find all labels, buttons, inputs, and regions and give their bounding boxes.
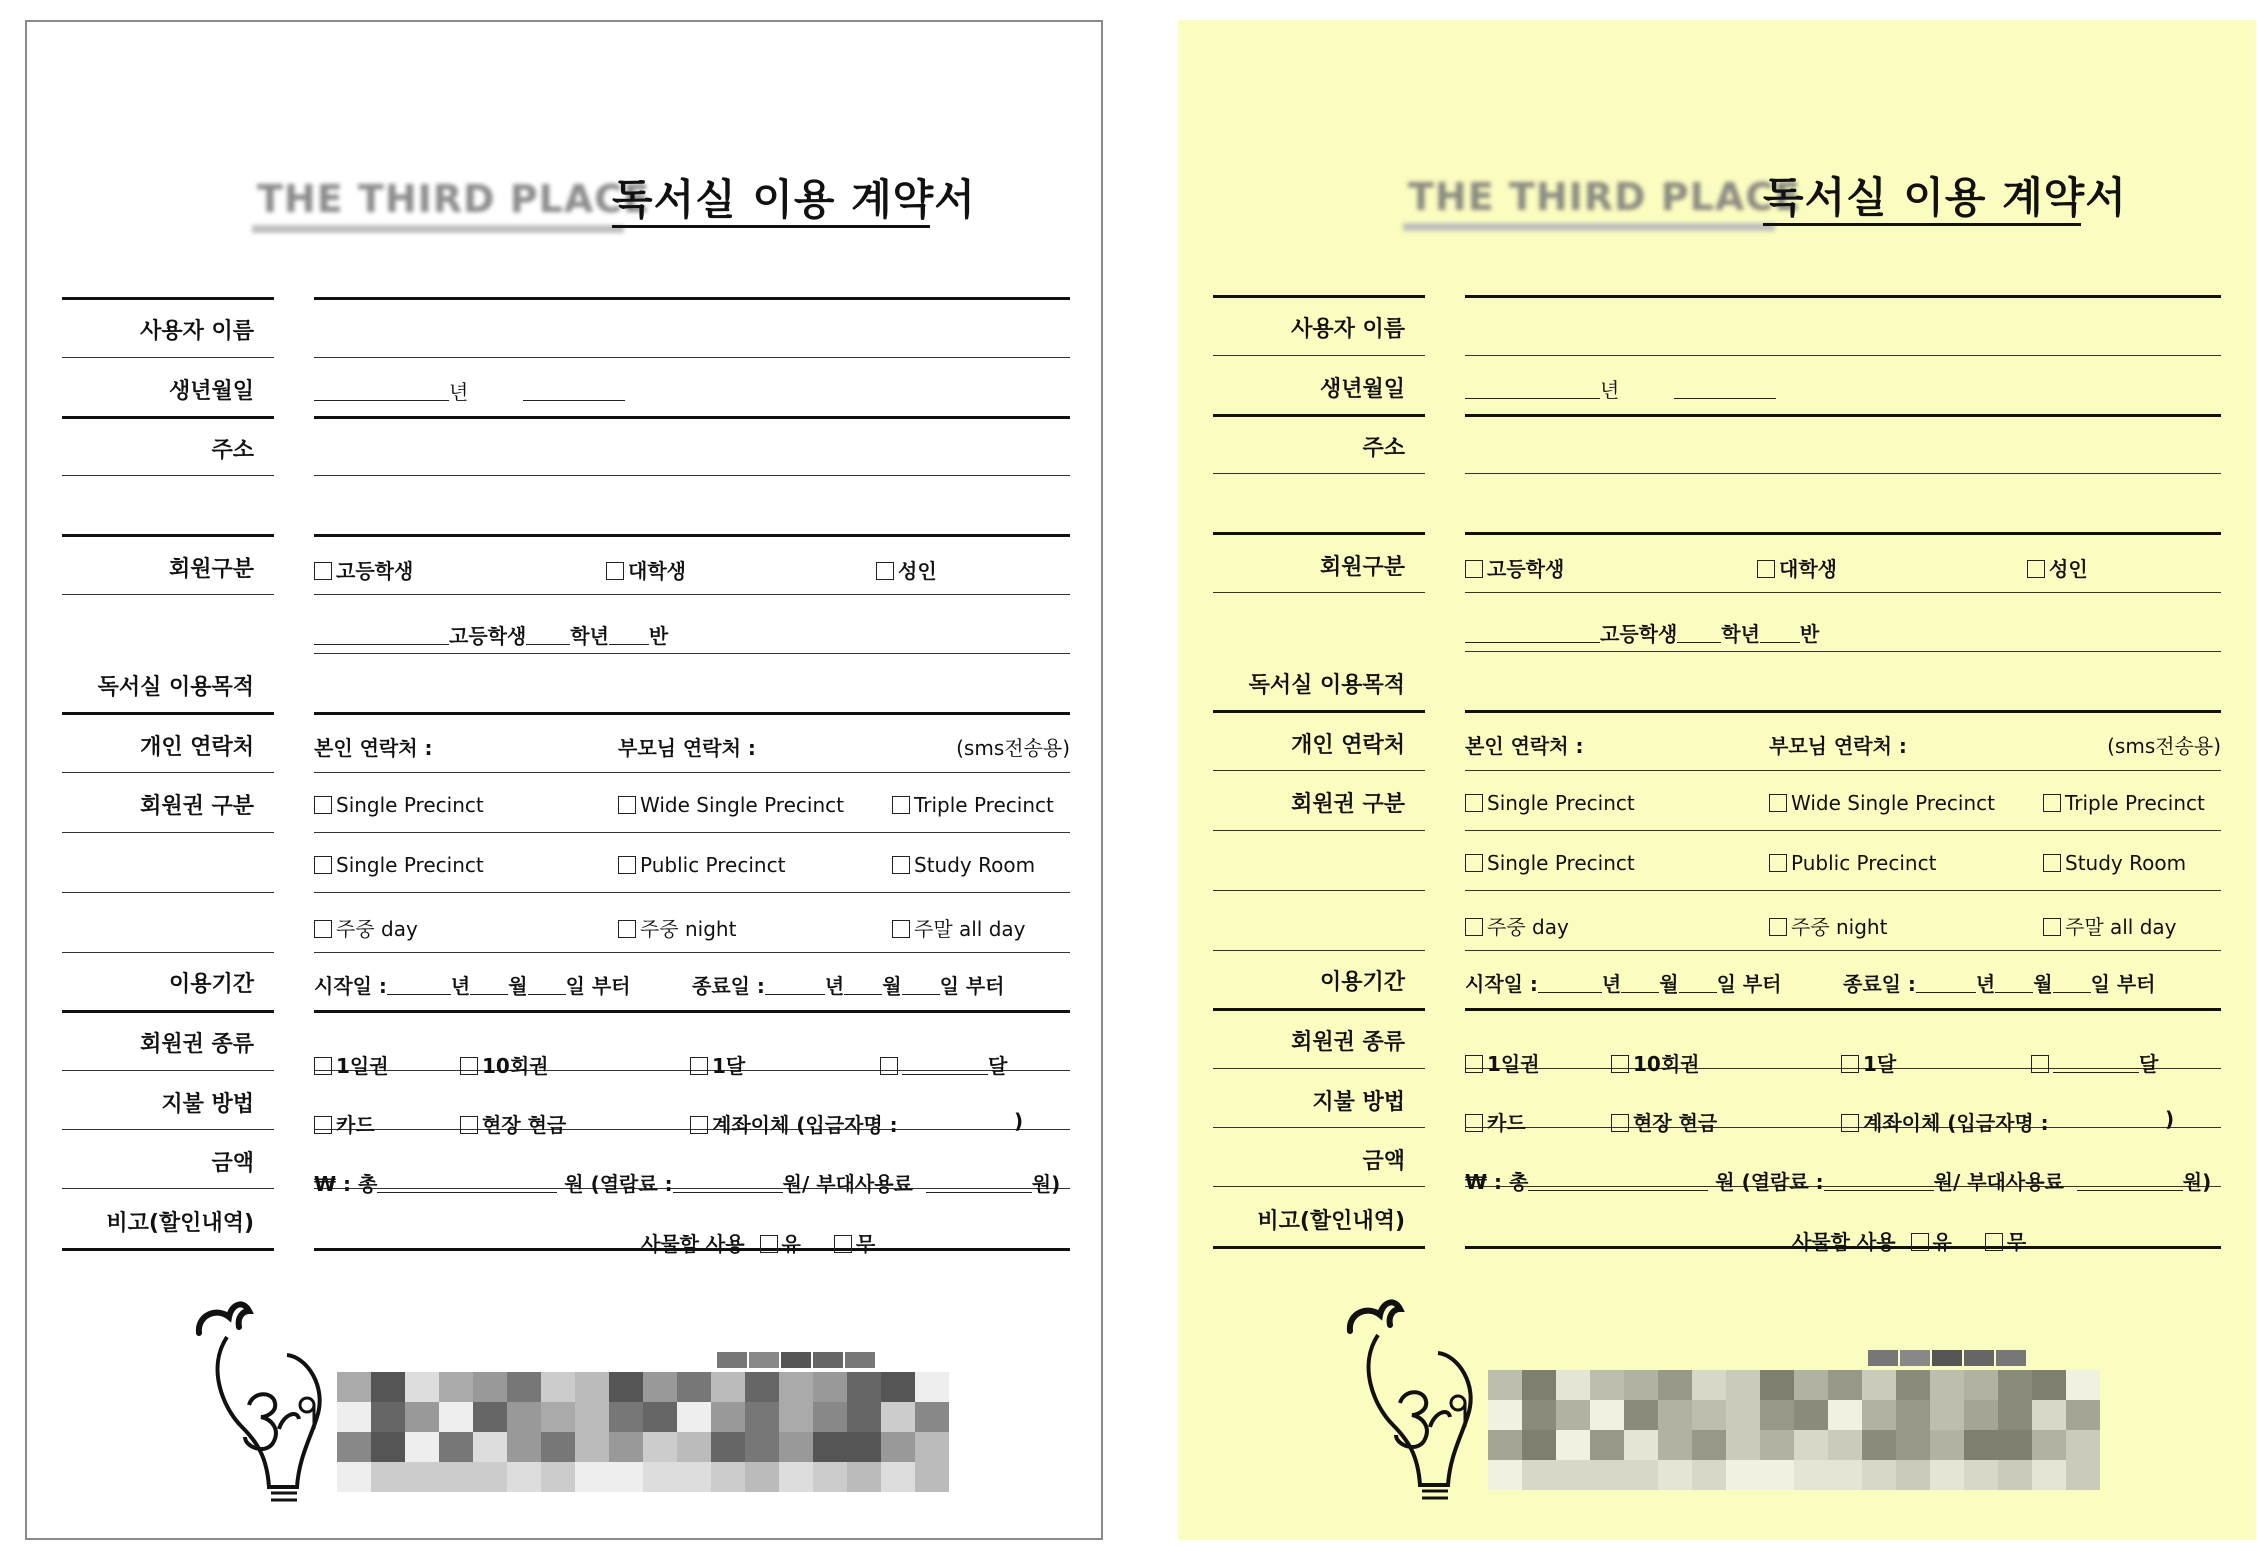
pass-option[interactable]: 주말 all day bbox=[2043, 911, 2177, 940]
checkbox[interactable] bbox=[892, 856, 910, 874]
locker-row[interactable]: 사물함 사용 유 무 bbox=[641, 1232, 876, 1256]
mosaic-cell bbox=[2032, 1370, 2066, 1400]
checkbox[interactable] bbox=[1465, 854, 1483, 872]
label-pass-type: 회원권 구분 bbox=[140, 794, 254, 819]
school-line[interactable]: 고등학생 학년 반 bbox=[314, 620, 668, 649]
mosaic-cell bbox=[1964, 1350, 1994, 1366]
pay-option-transfer[interactable]: 계좌이체 (입금자명 : bbox=[1841, 1107, 2049, 1136]
mosaic-cell bbox=[847, 1372, 881, 1402]
mosaic-cell bbox=[1964, 1460, 1998, 1490]
mosaic-cell bbox=[1590, 1430, 1624, 1460]
checkbox[interactable] bbox=[1769, 794, 1787, 812]
mosaic-cell bbox=[1896, 1430, 1930, 1460]
pass-option[interactable]: Triple Precinct bbox=[892, 793, 1054, 817]
kind-option[interactable]: 1달 bbox=[1841, 1048, 1896, 1077]
mosaic-cell bbox=[371, 1462, 405, 1492]
mosaic-cell bbox=[1930, 1460, 1964, 1490]
pass-option[interactable]: 주중 day bbox=[314, 913, 418, 942]
mosaic-cell bbox=[1794, 1460, 1828, 1490]
mosaic-cell bbox=[609, 1432, 643, 1462]
checkbox[interactable] bbox=[2031, 1055, 2049, 1073]
mosaic-cell bbox=[1828, 1430, 1862, 1460]
label-amount: 금액 bbox=[1362, 1149, 1405, 1174]
document-title: 독서실 이용 계약서 bbox=[1763, 173, 2127, 222]
contact-parent[interactable]: 부모님 연락처 : bbox=[618, 736, 756, 760]
mosaic-cell bbox=[1828, 1400, 1862, 1430]
checkbox[interactable] bbox=[892, 796, 910, 814]
period-end[interactable]: 종료일 : 년 월 일 부터 bbox=[692, 974, 1005, 998]
label-period: 이용기간 bbox=[1319, 970, 1405, 995]
mosaic-cell bbox=[1998, 1400, 2032, 1430]
birth-line[interactable]: 년 bbox=[314, 376, 625, 405]
checkbox[interactable] bbox=[1465, 560, 1483, 578]
contract-sheet-yellow bbox=[1178, 20, 2256, 1540]
mosaic-cell bbox=[779, 1402, 813, 1432]
pass-option[interactable]: Triple Precinct bbox=[2043, 791, 2205, 815]
mosaic-cell bbox=[813, 1462, 847, 1492]
label-address: 주소 bbox=[1362, 436, 1405, 461]
document-header bbox=[227, 147, 976, 237]
mosaic-cell bbox=[2032, 1400, 2066, 1430]
mosaic-cell bbox=[1996, 1350, 2026, 1366]
mosaic-cell bbox=[677, 1462, 711, 1492]
checkbox[interactable] bbox=[314, 920, 332, 938]
mosaic-cell bbox=[1930, 1400, 1964, 1430]
label-birth: 생년월일 bbox=[1319, 377, 1405, 402]
mosaic-cell bbox=[745, 1402, 779, 1432]
checkbox[interactable] bbox=[1769, 918, 1787, 936]
mosaic-cell bbox=[1760, 1400, 1794, 1430]
checkbox[interactable] bbox=[2043, 854, 2061, 872]
mosaic-cell bbox=[813, 1432, 847, 1462]
period-end[interactable]: 종료일 : 년 월 일 부터 bbox=[1843, 972, 2156, 996]
mosaic-cell bbox=[439, 1402, 473, 1432]
kind-option-custom[interactable]: 달 bbox=[880, 1050, 1007, 1079]
mosaic-cell bbox=[1760, 1370, 1794, 1400]
mosaic-cell bbox=[439, 1432, 473, 1462]
school-line[interactable]: 고등학생 학년 반 bbox=[1465, 618, 1819, 647]
mosaic-cell bbox=[643, 1432, 677, 1462]
mosaic-cell bbox=[915, 1462, 949, 1492]
amount-line[interactable]: ₩ : 총 원 (열람료 : 원/ 부대사용료 원) bbox=[1465, 1170, 2212, 1194]
mosaic-cell bbox=[711, 1432, 745, 1462]
mosaic-cell bbox=[575, 1432, 609, 1462]
pass-option[interactable]: Public Precinct bbox=[1769, 851, 1936, 875]
label-payment: 지불 방법 bbox=[1312, 1090, 1405, 1115]
checkbox[interactable] bbox=[314, 796, 332, 814]
mosaic-cell bbox=[745, 1432, 779, 1462]
mosaic-cell bbox=[677, 1372, 711, 1402]
kind-option-custom[interactable]: 달 bbox=[2031, 1048, 2158, 1077]
label-address: 주소 bbox=[211, 438, 254, 463]
mosaic-cell bbox=[337, 1372, 371, 1402]
mosaic-cell bbox=[473, 1372, 507, 1402]
checkbox[interactable] bbox=[1465, 918, 1483, 936]
label-name: 사용자 이름 bbox=[1291, 317, 1405, 342]
label-note: 비고(할인내역) bbox=[106, 1211, 254, 1236]
checkbox[interactable] bbox=[1611, 1114, 1629, 1132]
locker-row[interactable]: 사물함 사용 유 무 bbox=[1792, 1230, 2027, 1254]
mosaic-cell bbox=[405, 1432, 439, 1462]
checkbox[interactable] bbox=[876, 562, 894, 580]
checkbox[interactable] bbox=[1611, 1055, 1629, 1073]
mosaic-cell bbox=[677, 1432, 711, 1462]
mosaic-cell bbox=[439, 1372, 473, 1402]
pay-close-paren: ) bbox=[2165, 1107, 2175, 1131]
mosaic-cell bbox=[1556, 1370, 1590, 1400]
checkbox[interactable] bbox=[1841, 1055, 1859, 1073]
mosaic-cell bbox=[677, 1402, 711, 1432]
mosaic-cell bbox=[1590, 1460, 1624, 1490]
checkbox[interactable] bbox=[2043, 794, 2061, 812]
mosaic-cell bbox=[813, 1372, 847, 1402]
mosaic-cell bbox=[1896, 1370, 1930, 1400]
member-option-college[interactable]: 대학생 bbox=[606, 555, 686, 584]
document-header bbox=[1378, 145, 2127, 235]
brand-name-blurred: THE THIRD PLACE bbox=[257, 177, 651, 221]
kind-option[interactable]: 1일권 bbox=[1465, 1048, 1540, 1077]
mosaic-cell bbox=[915, 1432, 949, 1462]
label-member-type: 회원구분 bbox=[168, 557, 254, 582]
mosaic-cell bbox=[507, 1372, 541, 1402]
mosaic-cell bbox=[881, 1372, 915, 1402]
mosaic-cell bbox=[1624, 1400, 1658, 1430]
mosaic-cell bbox=[541, 1372, 575, 1402]
label-member-type: 회원구분 bbox=[1319, 555, 1405, 580]
member-option-highschool[interactable]: 고등학생 bbox=[1465, 553, 1564, 582]
checkbox-locker-yes[interactable] bbox=[760, 1235, 778, 1253]
mosaic-cell bbox=[779, 1372, 813, 1402]
pay-option-card[interactable]: 카드 bbox=[1465, 1107, 1526, 1136]
mosaic-cell bbox=[1998, 1460, 2032, 1490]
mosaic-cell bbox=[473, 1402, 507, 1432]
mosaic-cell bbox=[745, 1462, 779, 1492]
mosaic-cell bbox=[1658, 1370, 1692, 1400]
mosaic-cell bbox=[1658, 1430, 1692, 1460]
label-name: 사용자 이름 bbox=[140, 319, 254, 344]
checkbox[interactable] bbox=[314, 1057, 332, 1075]
label-amount: 금액 bbox=[211, 1151, 254, 1176]
mosaic-cell bbox=[1658, 1460, 1692, 1490]
mosaic-cell bbox=[609, 1462, 643, 1492]
label-pass-kind: 회원권 종류 bbox=[140, 1032, 254, 1057]
contact-self[interactable]: 본인 연락처 : bbox=[1465, 734, 1584, 758]
pass-option[interactable]: Single Precinct bbox=[314, 853, 484, 877]
member-option-college[interactable]: 대학생 bbox=[1757, 553, 1837, 582]
mosaic-cell bbox=[371, 1432, 405, 1462]
mosaic-cell bbox=[781, 1352, 811, 1368]
mosaic-cell bbox=[881, 1462, 915, 1492]
mosaic-cell bbox=[1868, 1350, 1898, 1366]
brand-underline bbox=[252, 225, 624, 233]
checkbox[interactable] bbox=[690, 1057, 708, 1075]
checkbox[interactable] bbox=[606, 562, 624, 580]
pass-option[interactable]: Study Room bbox=[2043, 851, 2186, 875]
mosaic-cell bbox=[643, 1462, 677, 1492]
mosaic-cell bbox=[1488, 1430, 1522, 1460]
mosaic-cell bbox=[1900, 1350, 1930, 1366]
mosaic-cell bbox=[745, 1372, 779, 1402]
checkbox[interactable] bbox=[314, 562, 332, 580]
mosaic-cell bbox=[337, 1432, 371, 1462]
mosaic-cell bbox=[1930, 1430, 1964, 1460]
checkbox[interactable] bbox=[690, 1116, 708, 1134]
mosaic-cell bbox=[2066, 1400, 2100, 1430]
label-purpose: 독서실 이용목적 bbox=[97, 675, 254, 700]
mosaic-cell bbox=[779, 1462, 813, 1492]
contact-self[interactable]: 본인 연락처 : bbox=[314, 736, 433, 760]
label-pass-kind: 회원권 종류 bbox=[1291, 1030, 1405, 1055]
mosaic-cell bbox=[1692, 1370, 1726, 1400]
mosaic-cell bbox=[915, 1372, 949, 1402]
mosaic-cell bbox=[371, 1402, 405, 1432]
mosaic-cell bbox=[1488, 1400, 1522, 1430]
label-period: 이용기간 bbox=[168, 972, 254, 997]
pay-option-transfer[interactable]: 계좌이체 (입금자명 : bbox=[690, 1109, 898, 1138]
mosaic-cell bbox=[1556, 1430, 1590, 1460]
mosaic-cell bbox=[337, 1402, 371, 1432]
pass-option[interactable]: Study Room bbox=[892, 853, 1035, 877]
period-start[interactable]: 시작일 : 년 월 일 부터 bbox=[314, 974, 631, 998]
mosaic-cell bbox=[1862, 1430, 1896, 1460]
third-place-logo-icon bbox=[1338, 1295, 1498, 1505]
label-contact: 개인 연락처 bbox=[1291, 733, 1405, 758]
mosaic-cell bbox=[1692, 1460, 1726, 1490]
mosaic-cell bbox=[1726, 1370, 1760, 1400]
mosaic-cell bbox=[2066, 1460, 2100, 1490]
mosaic-cell bbox=[575, 1372, 609, 1402]
mosaic-cell bbox=[1964, 1430, 1998, 1460]
mosaic-cell bbox=[2032, 1430, 2066, 1460]
checkbox-locker-no[interactable] bbox=[834, 1235, 852, 1253]
title-underline bbox=[612, 225, 930, 228]
pass-option[interactable]: Single Precinct bbox=[1465, 851, 1635, 875]
contact-parent[interactable]: 부모님 연락처 : bbox=[1769, 734, 1907, 758]
brand-name-blurred: THE THIRD PLACE bbox=[1408, 175, 1802, 219]
mosaic-cell bbox=[847, 1432, 881, 1462]
member-option-adult[interactable]: 성인 bbox=[2027, 553, 2088, 582]
member-option-highschool[interactable]: 고등학생 bbox=[314, 555, 413, 584]
kind-option[interactable]: 10회권 bbox=[1611, 1048, 1699, 1077]
mosaic-cell bbox=[1692, 1400, 1726, 1430]
mosaic-cell bbox=[2066, 1430, 2100, 1460]
mosaic-cell bbox=[1522, 1430, 1556, 1460]
mosaic-cell bbox=[1522, 1460, 1556, 1490]
pay-option-cash[interactable]: 현장 현금 bbox=[460, 1109, 566, 1138]
brand-logo-mosaic bbox=[1488, 1350, 2118, 1500]
mosaic-cell bbox=[1862, 1370, 1896, 1400]
label-payment: 지불 방법 bbox=[161, 1092, 254, 1117]
mosaic-cell bbox=[405, 1462, 439, 1492]
pass-option[interactable]: 주중 night bbox=[618, 913, 736, 942]
mosaic-cell bbox=[1828, 1370, 1862, 1400]
mosaic-cell bbox=[813, 1352, 843, 1368]
contract-sheet-white bbox=[25, 20, 1103, 1540]
kind-option[interactable]: 10회권 bbox=[460, 1050, 548, 1079]
mosaic-cell bbox=[405, 1402, 439, 1432]
mosaic-cell bbox=[845, 1352, 875, 1368]
mosaic-cell bbox=[1794, 1370, 1828, 1400]
mosaic-cell bbox=[2032, 1460, 2066, 1490]
label-birth: 생년월일 bbox=[168, 379, 254, 404]
third-place-logo-icon bbox=[187, 1297, 347, 1507]
mosaic-cell bbox=[1590, 1400, 1624, 1430]
brand-underline bbox=[1403, 223, 1775, 231]
checkbox[interactable] bbox=[618, 796, 636, 814]
mosaic-cell bbox=[541, 1462, 575, 1492]
mosaic-cell bbox=[1760, 1460, 1794, 1490]
title-underline bbox=[1763, 223, 2081, 226]
mosaic-cell bbox=[643, 1372, 677, 1402]
mosaic-cell bbox=[541, 1432, 575, 1462]
mosaic-cell bbox=[1726, 1460, 1760, 1490]
checkbox[interactable] bbox=[2043, 918, 2061, 936]
mosaic-cell bbox=[1522, 1370, 1556, 1400]
mosaic-cell bbox=[711, 1372, 745, 1402]
mosaic-cell bbox=[337, 1462, 371, 1492]
label-purpose: 독서실 이용목적 bbox=[1248, 673, 1405, 698]
mosaic-cell bbox=[1556, 1460, 1590, 1490]
checkbox[interactable] bbox=[460, 1057, 478, 1075]
checkbox[interactable] bbox=[1465, 1114, 1483, 1132]
mosaic-cell bbox=[1862, 1460, 1896, 1490]
mosaic-cell bbox=[1998, 1430, 2032, 1460]
mosaic-cell bbox=[1726, 1430, 1760, 1460]
mosaic-cell bbox=[779, 1432, 813, 1462]
mosaic-cell bbox=[1998, 1370, 2032, 1400]
mosaic-cell bbox=[1590, 1370, 1624, 1400]
mosaic-cell bbox=[915, 1402, 949, 1432]
kind-option[interactable]: 1일권 bbox=[314, 1050, 389, 1079]
mosaic-cell bbox=[1726, 1400, 1760, 1430]
mosaic-cell bbox=[1828, 1460, 1862, 1490]
mosaic-cell bbox=[507, 1402, 541, 1432]
birth-line[interactable]: 년 bbox=[1465, 374, 1776, 403]
checkbox-locker-no[interactable] bbox=[1985, 1233, 2003, 1251]
mosaic-cell bbox=[1794, 1430, 1828, 1460]
checkbox[interactable] bbox=[892, 920, 910, 938]
mosaic-cell bbox=[575, 1462, 609, 1492]
checkbox[interactable] bbox=[2027, 560, 2045, 578]
mosaic-cell bbox=[881, 1432, 915, 1462]
pass-option[interactable]: Single Precinct bbox=[314, 793, 484, 817]
checkbox[interactable] bbox=[618, 856, 636, 874]
pass-option[interactable]: Wide Single Precinct bbox=[1769, 791, 1995, 815]
mosaic-cell bbox=[1692, 1430, 1726, 1460]
contact-sms-note: (sms전송용) bbox=[2107, 734, 2221, 758]
pass-option[interactable]: Single Precinct bbox=[1465, 791, 1635, 815]
mosaic-cell bbox=[575, 1402, 609, 1432]
pay-option-cash[interactable]: 현장 현금 bbox=[1611, 1107, 1717, 1136]
pass-option[interactable]: 주말 all day bbox=[892, 913, 1026, 942]
mosaic-cell bbox=[507, 1462, 541, 1492]
pass-option[interactable]: 주중 night bbox=[1769, 911, 1887, 940]
mosaic-cell bbox=[881, 1402, 915, 1432]
mosaic-cell bbox=[439, 1462, 473, 1492]
mosaic-cell bbox=[1964, 1370, 1998, 1400]
member-option-adult[interactable]: 성인 bbox=[876, 555, 937, 584]
mosaic-cell bbox=[847, 1462, 881, 1492]
mosaic-cell bbox=[371, 1372, 405, 1402]
contact-sms-note: (sms전송용) bbox=[956, 736, 1070, 760]
mosaic-cell bbox=[1488, 1460, 1522, 1490]
mosaic-cell bbox=[717, 1352, 747, 1368]
mosaic-cell bbox=[541, 1402, 575, 1432]
brand-logo-mosaic bbox=[337, 1352, 967, 1502]
mosaic-cell bbox=[1488, 1370, 1522, 1400]
pass-option[interactable]: 주중 day bbox=[1465, 911, 1569, 940]
mosaic-cell bbox=[609, 1372, 643, 1402]
mosaic-cell bbox=[1896, 1460, 1930, 1490]
document-title: 독서실 이용 계약서 bbox=[612, 175, 976, 224]
checkbox[interactable] bbox=[1465, 794, 1483, 812]
mosaic-cell bbox=[1794, 1400, 1828, 1430]
pay-option-card[interactable]: 카드 bbox=[314, 1109, 375, 1138]
mosaic-cell bbox=[749, 1352, 779, 1368]
mosaic-cell bbox=[1658, 1400, 1692, 1430]
checkbox[interactable] bbox=[314, 856, 332, 874]
label-note: 비고(할인내역) bbox=[1257, 1209, 1405, 1234]
pay-close-paren: ) bbox=[1014, 1109, 1024, 1133]
mosaic-cell bbox=[1624, 1370, 1658, 1400]
pass-option[interactable]: Wide Single Precinct bbox=[618, 793, 844, 817]
pass-option[interactable]: Public Precinct bbox=[618, 853, 785, 877]
checkbox[interactable] bbox=[1841, 1114, 1859, 1132]
mosaic-cell bbox=[507, 1432, 541, 1462]
checkbox[interactable] bbox=[460, 1116, 478, 1134]
mosaic-cell bbox=[643, 1402, 677, 1432]
label-pass-type: 회원권 구분 bbox=[1291, 792, 1405, 817]
period-start[interactable]: 시작일 : 년 월 일 부터 bbox=[1465, 972, 1782, 996]
mosaic-cell bbox=[1760, 1430, 1794, 1460]
checkbox[interactable] bbox=[618, 920, 636, 938]
checkbox[interactable] bbox=[1757, 560, 1775, 578]
mosaic-cell bbox=[711, 1462, 745, 1492]
mosaic-cell bbox=[711, 1402, 745, 1432]
checkbox[interactable] bbox=[314, 1116, 332, 1134]
mosaic-cell bbox=[1862, 1400, 1896, 1430]
mosaic-cell bbox=[1556, 1400, 1590, 1430]
mosaic-cell bbox=[813, 1402, 847, 1432]
mosaic-cell bbox=[1624, 1430, 1658, 1460]
kind-option[interactable]: 1달 bbox=[690, 1050, 745, 1079]
checkbox[interactable] bbox=[1769, 854, 1787, 872]
mosaic-cell bbox=[473, 1432, 507, 1462]
checkbox[interactable] bbox=[880, 1057, 898, 1075]
mosaic-cell bbox=[405, 1372, 439, 1402]
mosaic-cell bbox=[2066, 1370, 2100, 1400]
mosaic-cell bbox=[473, 1462, 507, 1492]
amount-line[interactable]: ₩ : 총 원 (열람료 : 원/ 부대사용료 원) bbox=[314, 1172, 1061, 1196]
mosaic-cell bbox=[1896, 1400, 1930, 1430]
mosaic-cell bbox=[1522, 1400, 1556, 1430]
mosaic-cell bbox=[609, 1402, 643, 1432]
mosaic-cell bbox=[1964, 1400, 1998, 1430]
mosaic-cell bbox=[847, 1402, 881, 1432]
mosaic-cell bbox=[1624, 1460, 1658, 1490]
label-contact: 개인 연락처 bbox=[140, 735, 254, 760]
checkbox-locker-yes[interactable] bbox=[1911, 1233, 1929, 1251]
mosaic-cell bbox=[1930, 1370, 1964, 1400]
checkbox[interactable] bbox=[1465, 1055, 1483, 1073]
mosaic-cell bbox=[1932, 1350, 1962, 1366]
